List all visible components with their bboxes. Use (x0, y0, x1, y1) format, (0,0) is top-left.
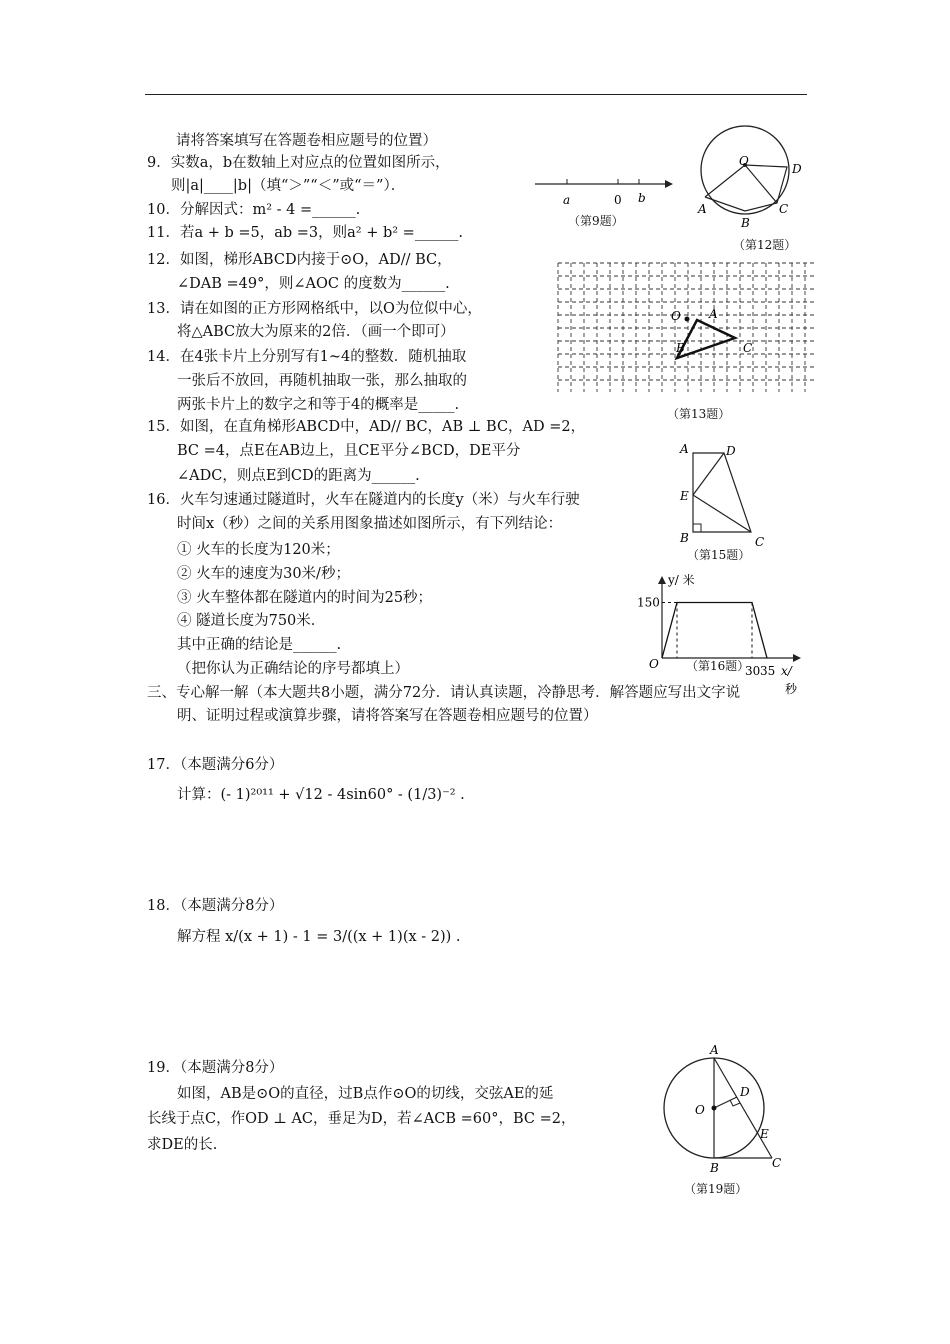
x-axis-label: x/ (781, 664, 792, 678)
q17-heading: 17．（本题满分6分） (147, 757, 284, 773)
q17-expression: 计算：(- 1)²⁰¹¹ + √12 - 4sin60° - (1/3)⁻² . (177, 787, 465, 803)
x-axis-label-unit: 秒 (785, 682, 798, 696)
fig15-label-A: A (680, 442, 689, 456)
q12-line: 12．如图，梯形ABCD内接于⊙O，AD// BC， (147, 252, 452, 268)
q19-line: 长线于点C，作OD ⊥ AC，垂足为D，若∠ACB =60°，BC =2， (147, 1111, 576, 1127)
q16-option: ② 火车的速度为30米/秒； (177, 566, 350, 582)
q19-line: 如图，AB是⊙O的直径，过B点作⊙O的切线，交弦AE的延 (177, 1086, 554, 1102)
fig19-label-C: C (772, 1156, 782, 1170)
q19-heading: 19．（本题满分8分） (147, 1060, 284, 1076)
fig9-label-b: b (638, 191, 646, 205)
fig19-label-B: B (710, 1161, 719, 1175)
caption-q16: （第16题） (686, 659, 750, 673)
q13-line: 13．请在如图的正方形网格纸中，以O为位似中心， (147, 301, 482, 317)
fig19-label-O: O (695, 1103, 705, 1117)
q15-line: BC =4，点E在AB边上，且CE平分∠BCD，DE平分 (177, 443, 521, 459)
series-line (662, 603, 767, 659)
header-rule (145, 94, 807, 95)
y-tick-label: 150 (637, 595, 660, 610)
section-heading: 三、专心解一解（本大题共8小题，满分72分．请认真读题，冷静思考．解答题应写出文字说 (147, 685, 741, 701)
fig12-label-D: D (792, 162, 802, 176)
q13-line: 将△ABC放大为原来的2倍．（画一个即可） (177, 324, 455, 340)
fig19-label-D: D (740, 1085, 750, 1099)
q9-line: 则|a|____|b|（填“＞”“＜”或“＝”）． (171, 178, 406, 194)
fig19-label-A: A (710, 1043, 719, 1057)
fig13-label-C: C (743, 341, 753, 355)
fig15-label-B: B (680, 531, 689, 545)
x-tick-label: 35 (760, 664, 776, 678)
q14-line: 14．在4张卡片上分别写有1~4的整数．随机抽取 (147, 349, 467, 365)
q18-heading: 18．（本题满分8分） (147, 898, 284, 914)
fig12-label-O: O (739, 154, 749, 168)
q14-line: 一张后不放回，再随机抽取一张，那么抽取的 (177, 373, 467, 389)
q16-option: ④ 隧道长度为750米． (177, 613, 326, 629)
x-tick-label: 30 (745, 664, 761, 678)
text-line: 请将答案填写在答题卷相应题号的位置） (176, 133, 437, 149)
fig13-label-A: A (709, 307, 718, 321)
q16-option: ③ 火车整体都在隧道内的时间为25秒； (177, 590, 433, 606)
fig13-label-B: B (676, 341, 685, 355)
fig19-label-E: E (760, 1127, 769, 1141)
fig15-right-trapezoid (676, 440, 776, 550)
fig15-label-E: E (680, 489, 689, 503)
origin-label: O (649, 657, 659, 671)
fig15-label-C: C (755, 535, 765, 549)
fig9-label-a: a (563, 193, 571, 207)
fig12-label-A: A (698, 202, 707, 216)
q19-line: 求DE的长. (147, 1137, 218, 1153)
caption-q19: （第19题） (684, 1182, 748, 1196)
q14-line: 两张卡片上的数字之和等于4的概率是_____. (177, 397, 460, 413)
section-heading: 明、证明过程或演算步骤，请将答案写在答题卷相应题号的位置） (177, 708, 598, 724)
fig12-label-B: B (741, 216, 750, 230)
q18-equation: 解方程 x/(x + 1) - 1 = 3/((x + 1)(x - 2)) . (177, 929, 461, 945)
caption-q13: （第13题） (667, 407, 731, 421)
y-axis-label: y/ 米 (668, 573, 695, 587)
fig9-label-zero: 0 (614, 193, 622, 207)
caption-q9: （第9题） (568, 214, 624, 228)
q15-line: ∠ADC，则点E到CD的距离为______. (177, 468, 420, 484)
q16-option: ① 火车的长度为120米； (177, 542, 340, 558)
q9-line: 9．实数a，b在数轴上对应点的位置如图所示， (147, 155, 450, 171)
q16-line: （把你认为正确结论的序号都填上） (177, 661, 409, 677)
fig13-label-O: O (671, 309, 681, 323)
q15-line: 15．如图，在直角梯形ABCD中，AD// BC，AB ⊥ BC，AD =2， (147, 419, 586, 435)
fig9-number-line (535, 170, 675, 210)
q11-line: 11．若a + b =5，ab =3，则a² + b² =______. (147, 225, 463, 241)
q16-line: 其中正确的结论是______. (177, 637, 342, 653)
fig19-circle-tangent (660, 1040, 790, 1175)
fig12-label-C: C (779, 202, 789, 216)
q12-line: ∠DAB =49°，则∠AOC 的度数为______. (177, 276, 450, 292)
q10-line: 10．分解因式：m² - 4 =______. (147, 202, 361, 218)
fig15-label-D: D (726, 444, 736, 458)
q16-line: 时间x（秒）之间的关系用图象描述如图所示，有下列结论： (177, 516, 563, 532)
fig13-grid (557, 262, 819, 394)
caption-q12: （第12题） (733, 238, 797, 252)
q16-line: 16．火车匀速通过隧道时，火车在隧道内的长度y（米）与火车行驶 (147, 492, 580, 508)
fig12-circle-trapezoid (690, 125, 810, 230)
caption-q15: （第15题） (687, 548, 751, 562)
